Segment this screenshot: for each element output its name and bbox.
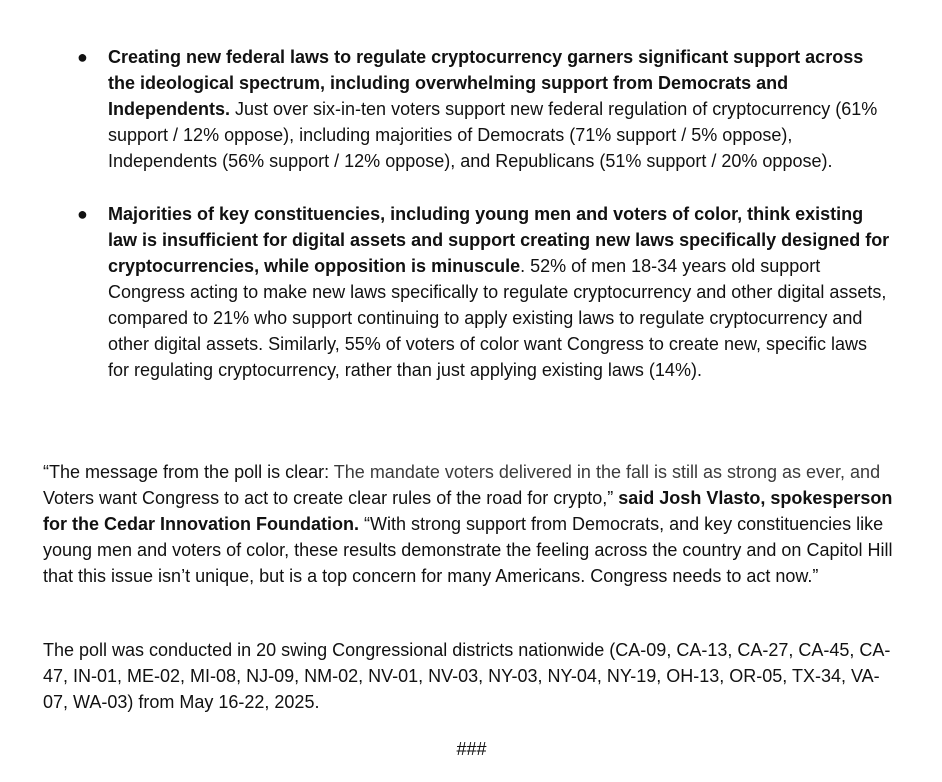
finding-2-headline: Majorities of key constituencies, including young men and voters of color, think existing law is insufficient for digital assets and support creating new laws specifically designed for cryptocurrencies, while opposition is minuscule: [108, 204, 890, 276]
quote-middle: Voters want Congress to act to create clear rules of the road for crypto,”: [43, 488, 619, 508]
quote-closing: “With strong support from Democrats, and key constituencies like young men and voters of color, these results demonstrate the feeling across the country and on Capitol Hill that this issue isn’t unique, but is a top concern for many Americans. Congress needs to act now.”: [43, 514, 893, 586]
key-findings-list: [0, 44, 942, 383]
quote-mandate-clause: The mandate voters delivered in the fall is still as strong as ever, and: [333, 462, 881, 482]
poll-methodology: The poll was conducted in 20 swing Congressional districts nationwide (CA-09, CA-13, CA-27, CA-45, CA-47, IN-01, ME-02, MI-08, NJ-09, NM-02, NV-01, NV-03, NY-03, NY-04, NY-19, OH-13, OR-05, TX-34, VA-07, WA-03) from May 16-22, 2025.: [43, 640, 891, 712]
bullet-dot-icon: ●: [77, 204, 88, 224]
finding-1-headline: Creating new federal laws to regulate cryptocurrency garners significant support across the ideological spectrum, including overwhelming support from Democrats and Independents.: [108, 47, 864, 119]
spokesperson-quote: [43, 459, 893, 589]
finding-1-body: Just over six-in-ten voters support new federal regulation of cryptocurrency (61% support / 12% oppose), including majorities of Democrats (71% support / 5% oppose), Independents (56% support / 12% oppose), and Republicans (51% support / 20% oppose).: [108, 99, 878, 171]
end-mark-text: ###: [456, 739, 487, 759]
finding-federal-regulation: [0, 44, 942, 174]
finding-2-body: . 52% of men 18-34 years old support Congress acting to make new laws specifically to regulate cryptocurrency and other digital assets, compared to 21% who support continuing to apply existing laws to regulate cryptocurrency and other digital assets. Similarly, 55% of voters of color want Congress to create new, specific laws for regulating cryptocurrency, rather than just applying existing laws (14%).: [108, 256, 887, 380]
bullet-dot-icon: ●: [77, 47, 88, 67]
quote-opening: “The message from the poll is clear:: [43, 462, 334, 482]
end-of-release-mark: [0, 736, 942, 762]
finding-key-constituencies: [0, 201, 942, 383]
quote-attribution: said Josh Vlasto, spokesperson for the Cedar Innovation Foundation.: [43, 488, 893, 534]
